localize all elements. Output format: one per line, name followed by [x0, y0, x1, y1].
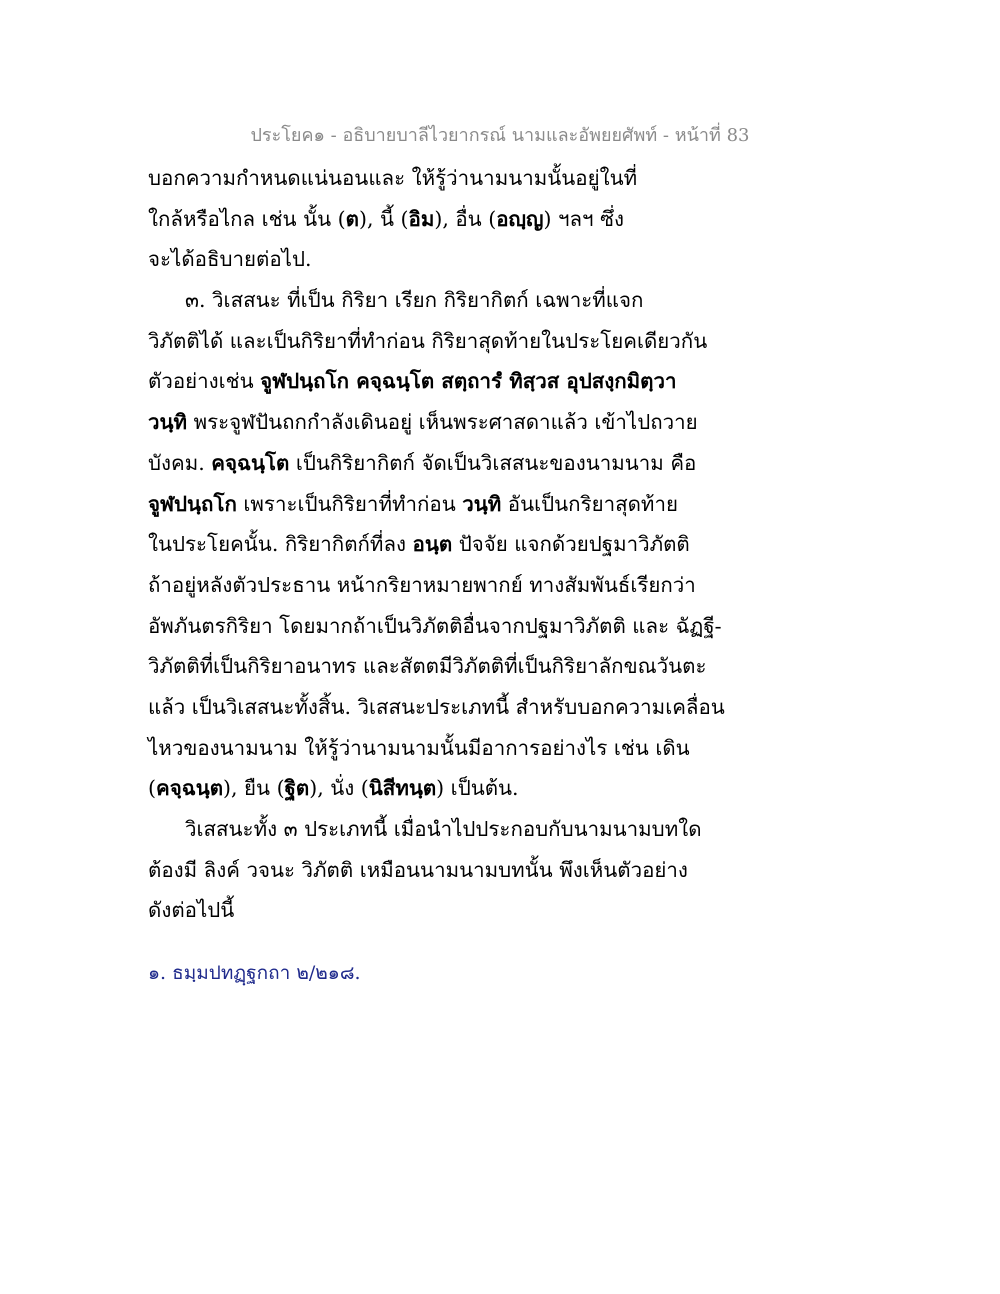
text-run: บังคม.: [148, 450, 212, 475]
text-run: ใกล้หรือไกล เช่น นั้น (: [148, 206, 346, 231]
text-run: วิภัตติที่เป็นกิริยาอนาทร และสัตตมีวิภัตติที่เป็นกิริยาลักขณวันตะ: [148, 654, 707, 679]
text-line: [148, 890, 708, 931]
pali-term: คจฺฉนฺโต: [211, 450, 290, 475]
text-line: [148, 728, 708, 769]
text-run: เป็นกิริยากิตก์ จัดเป็นวิเสสนะของนามนาม คือ: [289, 450, 697, 475]
text-line: [148, 484, 708, 525]
text-run: จะได้อธิบายต่อไป.: [148, 247, 312, 272]
text-line: [148, 809, 708, 850]
text-run: ไหวของนามนาม ให้รู้ว่านามนามนั้นมีอาการอย่างไร เช่น เดิน: [148, 735, 690, 760]
text-run: บอกความกำหนดแน่นอนและ ให้รู้ว่านามนามนั้นอยู่ในที่: [148, 166, 638, 190]
text-run: อันเป็นกริยาสุดท้าย: [501, 491, 678, 516]
text-run: ) เป็นต้น.: [436, 776, 519, 801]
pali-term: อนฺต: [412, 532, 453, 557]
text-run: วิเสสนะทั้ง ๓ ประเภทนี้ เมื่อนำไปประกอบกับนามนามบทใด: [185, 817, 702, 841]
text-run: ถ้าอยู่หลังตัวประธาน หน้ากริยาหมายพากย์ ทางสัมพันธ์เรียกว่า: [148, 572, 696, 597]
text-run: ), นี้ (: [358, 206, 409, 231]
text-line: [148, 850, 708, 891]
text-line: [148, 239, 708, 280]
text-run: วิภัตติได้ และเป็นกิริยาที่ทำก่อน กิริยาสุดท้ายในประโยคเดียวกัน: [148, 328, 708, 353]
text-run: ) ฯลฯ ซึ่ง: [543, 206, 625, 231]
pali-term: นิสีทนฺต: [368, 776, 437, 801]
pali-term: อิม: [408, 206, 435, 231]
text-run: เพราะเป็นกิริยาที่ทำก่อน: [236, 491, 463, 516]
text-run: ), ยืน (: [223, 776, 285, 801]
pali-sentence: จูฬปนฺถโก คจฺฉนฺโต สตฺถารํ ทิสฺวส อุปสงฺกมิตฺวา: [260, 369, 677, 394]
text-line: [148, 321, 708, 362]
text-line: [148, 280, 708, 321]
text-run: ต้องมี ลิงค์ วจนะ วิภัตติ เหมือนนามนามบทนั้น พึงเห็นตัวอย่าง: [148, 857, 688, 882]
text-run: แล้ว เป็นวิเสสนะทั้งสิ้น. วิเสสนะประเภทนี้ สำหรับบอกความเคลื่อน: [148, 694, 725, 719]
text-run: ๓. วิเสสนะ ที่เป็น กิริยา เรียก กิริยากิตก์ เฉพาะที่แจก: [185, 288, 644, 313]
pali-term: ต: [345, 206, 359, 231]
text-line: [148, 443, 708, 484]
text-line: [148, 524, 708, 565]
text-run: อัพภันตรกิริยา โดยมากถ้าเป็นวิภัตติอื่นจากปฐมาวิภัตติ และ ฉัฏฐี-: [148, 613, 722, 638]
text-line: [148, 402, 708, 443]
text-run: ในประโยคนั้น. กิริยากิตก์ที่ลง: [148, 532, 413, 557]
pali-term: วนฺทิ: [148, 410, 188, 435]
text-run: ), อื่น (: [434, 206, 497, 231]
text-run: พระจูฬปันถกกำลังเดินอยู่ เห็นพระศาสดาแล้ว เข้าไปถวาย: [187, 410, 698, 435]
text-run: ดังต่อไปนี้: [148, 898, 235, 923]
pali-term: อญฺญ: [496, 206, 544, 231]
pali-term: คจฺฉนฺต: [156, 776, 224, 801]
text-run: ปัจจัย แจกด้วยปฐมาวิภัตติ: [452, 532, 690, 557]
footnote: ๑. ธมฺมปทฏฺฐกถา ๒/๒๑๘.: [148, 962, 361, 984]
text-line: [148, 606, 722, 647]
text-run: ตัวอย่างเช่น: [148, 369, 261, 394]
body-text: [148, 158, 725, 931]
text-line: [148, 687, 725, 728]
text-line: [148, 361, 708, 402]
text-line: [148, 768, 708, 809]
text-line: [148, 199, 708, 240]
pali-term: จูฬปนฺถโก: [148, 491, 237, 516]
text-line: [148, 646, 708, 687]
text-line: [148, 565, 708, 606]
pali-term: ฐิต: [284, 776, 310, 801]
page-header: ประโยค๑ - อธิบายบาลีไวยากรณ์ นามและอัพยยศัพท์ - หน้าที่ 83: [250, 125, 750, 146]
pali-term: วนฺทิ: [462, 491, 502, 516]
text-run: ), นั่ง (: [309, 776, 369, 801]
text-run: (: [148, 776, 156, 801]
text-line: [148, 158, 708, 199]
